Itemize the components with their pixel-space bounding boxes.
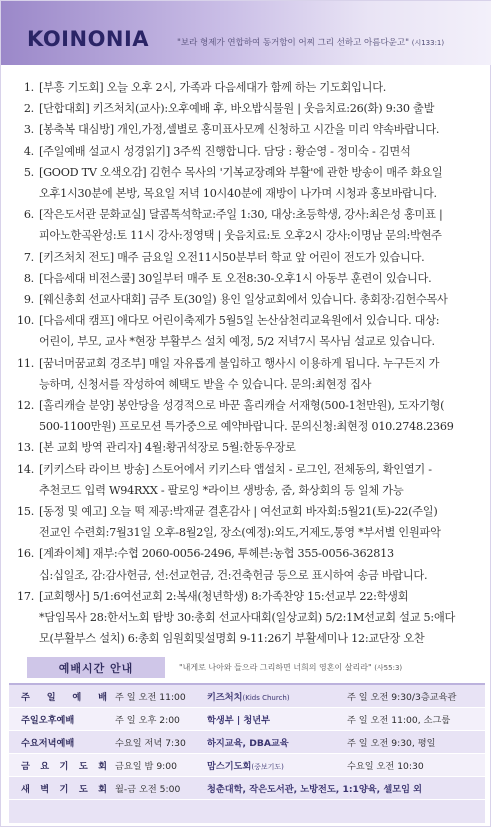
worship-verse (179, 662, 402, 673)
schedule-row (9, 708, 485, 731)
notice-number: 12. (16, 399, 34, 413)
header-verse-ref: (시133:1) (411, 39, 445, 47)
notice-number: 4. (23, 144, 34, 158)
schedule-row (9, 754, 485, 777)
schedule-row (9, 685, 485, 708)
ministry-name-main: 하지교육, DBA교육 (207, 738, 289, 749)
ministry-time: 주 일 오전 9:30, 평일 (347, 738, 436, 749)
notice-item (13, 77, 481, 98)
service-name: 새 벽 기 도 회 (21, 784, 107, 795)
notice-number: 11. (16, 356, 34, 370)
notice-text: [작은도서관 문화교실] 달콤톡석학교:주일 1:30, 대상:초등학생, 강사:최은성 홍미표 | 피아노한곡완성:토 11시 강사:정영택 | 웃음치료:토 오후2시 강사:이명남 문의:박현주 (39, 208, 443, 243)
notice-item (13, 586, 481, 650)
notice-item (13, 141, 481, 162)
notice-text: [키키스타 라이브 방송] 스토어에서 키키스타 앱설치 - 로그인, 전체동의, 확인열기 - 추천코드 입력 W94RXX - 팔로잉 *라이브 생방송, 줌, 화상회의 등 일체 가능 (39, 462, 432, 497)
notice-item (13, 247, 481, 268)
worship-verse-text: "내게로 나아와 들으라 그리하면 너희의 영혼이 살리라" (179, 663, 372, 672)
ministry-name (207, 758, 347, 772)
notice-text: [본 교회 방역 관리자] 4월:황귀석장로 5월:한동우장로 (39, 441, 296, 455)
notice-text: [주일예배 설교시 성경읽기] 3주씩 진행합니다. 담당 : 황순영 - 정미숙 - 김면석 (39, 144, 411, 158)
service-name: 주일오후예배 (21, 715, 75, 726)
worship-time-tab: 예배시간 안내 (27, 657, 165, 678)
notice-text: [GOOD TV 오색오감] 김헌수 목사의 '기복교장례와 부활'에 관한 방송이 매주 화요일 오후1시30분에 본방, 목요일 저녁 10시40분에 재방이 나가며 시청과 홍보바랍니다. (39, 165, 443, 201)
service-time: 수요일 저녁 7:30 (115, 738, 186, 749)
notice-number: 5. (23, 165, 34, 179)
notice-item (13, 501, 481, 543)
notice-text: [꿈너머꿈교회 경조부] 매일 자유롭게 불입하고 행사시 이용하게 됩니다. 누구든지 가 능하며, 신청서를 작성하여 혜택도 받을 수 있습니다. 문의:최현정 집사 (39, 356, 440, 391)
notice-text: [단합대회] 키즈처치(교사):오후예배 후, 바오밥식물원 | 웃음치료:26(화) 9:30 출발 (39, 102, 435, 116)
notice-text: [부흥 기도회] 오늘 오후 2시, 가족과 다음세대가 함께 하는 기도회입니다. (39, 81, 387, 94)
notice-text: [교회행사] 5/1:6여선교회 2:복새(청년학생) 8:가족찬양 15:선교부 22:학생회 *담임목사 28:한서노회 탐방 30:총회 선교사대회(일상교회) 5/2:1M선교회 설교 5:애다 모(부활부스 설치) 6:총회 임원회및설명회 9-11:26기 부활세미나 12:교단장 오찬 (39, 589, 456, 646)
notice-item (13, 289, 481, 310)
ministry-name-main: 학생부 | 청년부 (207, 715, 271, 726)
ministry-time: 수요일 오전 10:30 (347, 761, 424, 772)
notice-number: 17. (16, 589, 34, 603)
ministry-name-main: 키즈처치 (207, 692, 243, 703)
ministry-name (207, 712, 347, 726)
ministry-name-note: (Kids Church) (242, 694, 290, 702)
ministry-name (207, 781, 485, 795)
schedule-row (9, 777, 485, 800)
service-time: 월-금 오전 5:00 (115, 784, 181, 795)
service-time: 주 일 오전 11:00 (115, 692, 186, 703)
notice-number: 14. (16, 462, 34, 476)
header-verse-text: "보라 형제가 연합하여 동거함이 어찌 그리 선하고 아름다운고" (177, 38, 410, 48)
notice-list (13, 77, 481, 649)
notice-text: [홀리캐슬 분양] 봉안당을 성경적으로 바꾼 홀리캐슬 서재형(500-1천만원), 도자기형( 500-1100만원) 프로모션 특가중으로 예약바랍니다. 문의신청:최현정 010.2748.2369 (39, 399, 454, 434)
notice-number: 2. (23, 102, 34, 116)
notices-section (9, 67, 485, 672)
notice-item (13, 437, 481, 458)
notice-item (13, 98, 481, 119)
ministry-name (207, 735, 347, 749)
ministry-name (207, 689, 347, 703)
notice-number: 8. (23, 271, 34, 285)
notice-text: [키즈처치 전도] 매주 금요일 오전11시50분부터 학교 앞 어린이 전도가 있습니다. (39, 250, 425, 264)
notice-item (13, 395, 481, 437)
service-name: 금 요 기 도 회 (21, 761, 107, 772)
header-banner (1, 1, 491, 65)
header-verse (177, 36, 444, 48)
notice-number: 13. (16, 441, 34, 455)
schedule-row (9, 731, 485, 754)
service-time: 주 일 오후 2:00 (115, 715, 180, 726)
notice-number: 15. (16, 505, 34, 519)
notice-number: 1. (23, 81, 34, 94)
service-name: 주 일 예 배 (21, 692, 107, 703)
notice-item (13, 119, 481, 140)
service-time: 금요일 밤 9:00 (115, 761, 177, 772)
ministry-time: 주 일 오전 9:30/3층교육관 (347, 692, 457, 703)
notice-item (13, 353, 481, 395)
notice-number: 9. (23, 293, 34, 307)
notice-item (13, 162, 481, 204)
notice-number: 3. (23, 123, 34, 137)
notice-text: [웨신총회 선교사대회] 금주 토(30일) 용인 일상교회에서 있습니다. 총회장:김헌수목사 (39, 293, 448, 307)
service-name: 수요저녁예배 (21, 738, 75, 749)
notice-item (13, 310, 481, 352)
worship-verse-ref: (사55:3) (374, 664, 403, 672)
ministry-time: 주 일 오전 11:00, 소그룹 (347, 715, 451, 726)
notice-number: 10. (16, 314, 34, 328)
ministry-name-main: 청춘대학, 작은도서관, 노방전도, 1:1양육, 셀모임 외 (207, 784, 423, 795)
notice-item (13, 204, 481, 246)
ministry-name-main: 맘스기도회 (207, 761, 252, 772)
bulletin-title: KOINONIA (27, 27, 150, 51)
notice-text: [다음세대 비전스쿨] 30일부터 매주 토 오전8:30-오후1시 아동부 훈련이 있습니다. (39, 271, 432, 285)
notice-item (13, 459, 481, 501)
notice-text: [다음세대 캠프] 애다모 어린이축제가 5월5일 논산삼천리교육원에서 있습니다. 대상: 어린이, 부모, 교사 *현장 부활부스 설치 예정, 5/2 저녁7시 목사님 설교로 있습니다. (39, 314, 440, 349)
notice-item (13, 543, 481, 585)
notice-text: [동정 및 예고] 오늘 떡 제공:박재균 결혼감사 | 여선교회 바자회:5월21(토)-22(주일) 전교인 수련회:7월31일 오후-8월2일, 장소(예정):외도,거제도,통영 *부서별 인원파악 (39, 505, 441, 540)
notice-number: 7. (23, 250, 34, 264)
worship-schedule-table (9, 683, 485, 823)
notice-number: 16. (16, 547, 34, 561)
notice-text: [봉축복 대심방] 개인,가정,셀별로 홍미표사모께 신청하고 시간을 미리 약속바랍니다. (39, 123, 440, 137)
notice-item (13, 268, 481, 289)
ministry-name-note: (중보기도) (251, 763, 284, 771)
notice-number: 6. (23, 208, 34, 222)
notice-text: [계좌이체] 재부:수협 2060-0056-2496, 투헤븐:농협 355-0056-362813 십:십일조, 감:감사헌금, 선:선교헌금, 건:건축헌금 등으로 표시하여 송금 바랍니다. (39, 547, 428, 582)
